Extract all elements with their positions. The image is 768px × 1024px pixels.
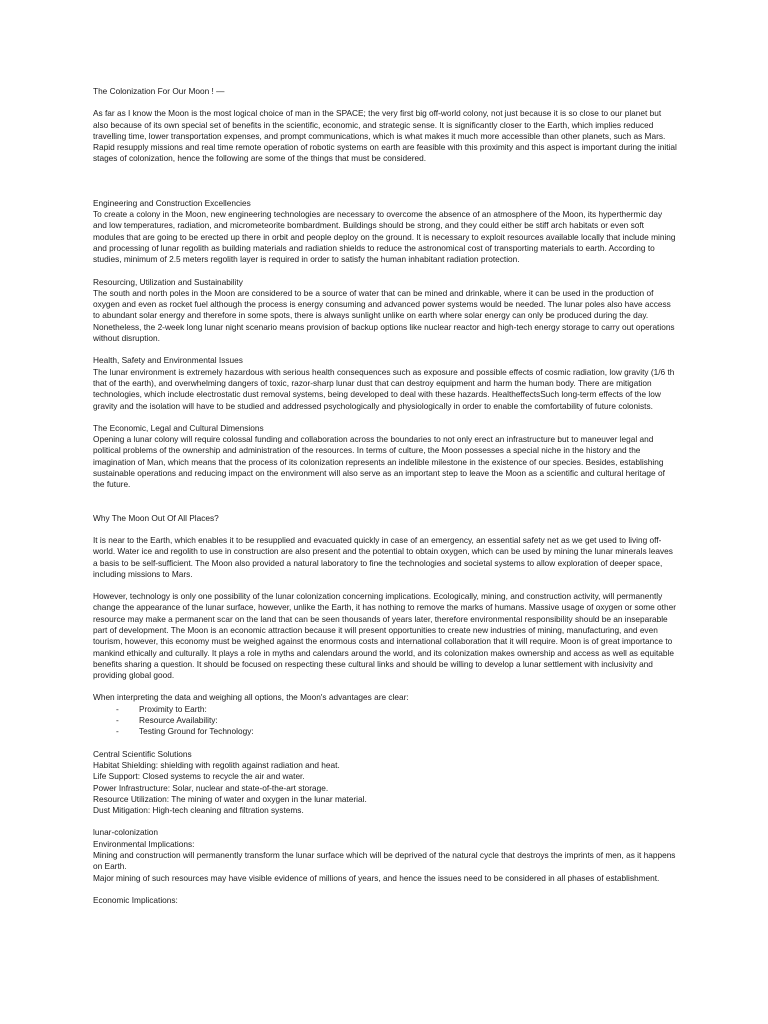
why-paragraph: However, technology is only one possibility of the lunar colonization concerning implications. Ecologically, mining, and construction activity, will permanently change the appearance of the lunar surface, however, unlike the Earth, it has nothing to remove the marks of humans. Massive usage of oxygen or some other resource may make a permanent scar on the land that can be seen thousands of years later, therefore environmental responsibility should be an inseparable part of development. The Moon is an economic attraction because it will present opportunities to create new industries of mining, manufacturing, and even tourism, however, this economy must be weighed against the enormous costs and international collaboration that it will require. Moon is of great importance to mankind ethically and culturally. It plays a role in myths and calendars around the world, and its colonization makes ownership and access as well as equitable benefits sharing a question. It should be focused on respecting these cultural links and should be willing to develop a lunar settlement with inclusivity and providing global good. xyxy=(93,591,676,681)
section-economic xyxy=(93,423,677,491)
section-health xyxy=(93,355,677,411)
bullet-dash: - xyxy=(116,703,119,714)
interpret-intro: When interpreting the data and weighing all options, the Moon's advantages are clear: xyxy=(93,692,409,703)
bullet-dash: - xyxy=(116,726,119,737)
solutions-heading: Central Scientific Solutions xyxy=(93,748,192,759)
bullet-dash: - xyxy=(116,715,119,726)
section-body: The south and north poles in the Moon are considered to be a source of water that can be mined and drinkable, where it can be used in the production of oxygen and even as rocket fuel although the process is energy consuming and advanced power systems would be needed. The lunar poles also have access to abundant solar energy and therefore in some spots, there is always sunlight unlike on earth where solar energy can only be produced during the day. Nonetheless, the 2-week long lunar night scenario means provision of backup options like nuclear reactor and high-tech energy storage to carry out operations without disruption. xyxy=(93,287,675,344)
section-heading: The Economic, Legal and Cultural Dimensions xyxy=(93,422,264,433)
env-heading: Environmental Implications: xyxy=(93,838,195,849)
section-body: The lunar environment is extremely hazardous with serious health consequences such as exposure and possible effects of cosmic radiation, low gravity (1/6 th that of the earth), and overwhelming dangers of toxic, razor-sharp lunar dust that can destroy equipment and harm the human body. There are mitigation technologies, which include electrostatic dust removal systems, being developed to deal with these hazards. HealtheffectsSuch long-term effects of the low gravity and the isolation will have to be studied and addressed psychologically and physiologically in order to enable the comfortability of future colonists. xyxy=(93,366,675,411)
list-item xyxy=(93,715,677,726)
tag-line: lunar-colonization xyxy=(93,827,159,838)
implications-block xyxy=(93,827,677,883)
why-heading: Why The Moon Out Of All Places? xyxy=(93,512,219,523)
spacer xyxy=(93,176,677,198)
section-resourcing xyxy=(93,277,677,345)
advantages-list xyxy=(93,704,677,738)
section-body: To create a colony in the Moon, new engineering technologies are necessary to overcome the absence of an atmosphere of the Moon, its hyperthermic day and low temperatures, radiation, and micrometeorite bombardment. Buildings should be strong, and they could either be stiff arch habitats or even soft modules that are going to be erected up there in orbit and people deploy on the ground. It is necessary to exploit resources available locally that include mining and processing of lunar regolith as building materials and radiation shields to reduce the astronomical cost of transporting materials to earth. According to studies, minimum of 2.5 meters regolith layer is required in order to satisfy the human inhabitant radiation protection. xyxy=(93,209,676,265)
section-heading: Resourcing, Utilization and Sustainability xyxy=(93,276,243,287)
why-paragraph: It is near to the Earth, which enables it to be resupplied and evacuated quickly in case of an emergency, an essential safety net as we get used to living off-world. Water ice and regolith to use in construction are also present and the potential to obtain oxygen, which can be used by mining the lunar minerals leaves a basis to be self-sufficient. The Moon also provided a natural laboratory to fine the technologies and societal systems to allow exploration of deeper space, including missions to Mars. xyxy=(93,534,673,579)
document-title: The Colonization For Our Moon ! — xyxy=(93,86,225,96)
solution-line: Resource Utilization: The mining of water and oxygen in the lunar material. xyxy=(93,793,367,804)
list-item-text: Testing Ground for Technology: xyxy=(139,726,254,737)
section-engineering xyxy=(93,198,677,266)
document-body xyxy=(93,86,677,906)
list-item xyxy=(93,704,677,715)
section-body: Opening a lunar colony will require colossal funding and collaboration across the boundaries to not only erect an infrastructure but to maneuver legal and political problems of the ownership and administration of the resources. In terms of culture, the Moon possesses a special niche in the history and the imagination of Man, which means that the process of its colonization represents an indelible milestone in the existence of our species. Besides, establishing sustainable operations and reducing impact on the environment will also serve as an important step to leave the Moon as a scientific and cultural heritage of the future. xyxy=(93,434,665,490)
list-item-text: Proximity to Earth: xyxy=(139,703,207,714)
solution-line: Power Infrastructure: Solar, nuclear and state-of-the-art storage. xyxy=(93,782,329,793)
solution-line: Habitat Shielding: shielding with regolith against radiation and heat. xyxy=(93,759,340,770)
spacer xyxy=(93,502,677,513)
section-heading: Health, Safety and Environmental Issues xyxy=(93,355,243,366)
env-line: Mining and construction will permanently transform the lunar surface which will be deprived of the natural cycle that destroys the imprints of men, as it happens on Earth. xyxy=(93,850,676,872)
solution-line: Life Support: Closed systems to recycle the air and water. xyxy=(93,771,305,782)
list-item-text: Resource Availability: xyxy=(139,715,218,726)
intro-paragraph: As far as I know the Moon is the most logical choice of man in the SPACE; the very first big off-world colony, not just because it is so close to our planet but also because of its own special set of benefits in the scientific, economic, and strategic sense. It is significantly closer to the Earth, which implies reduced travelling time, lower transportation expenses, and prompt communications, which is what makes it much more accessible than other planets, such as Mars. Rapid resupply missions and real time remote operation of robotic systems on earth are feasible with this proximity and this aspect is important during the initial stages of colonization, hence the following are some of the things that must be considered. xyxy=(93,108,677,164)
solutions-block xyxy=(93,749,677,817)
solution-line: Dust Mitigation: High-tech cleaning and filtration systems. xyxy=(93,805,304,816)
env-line: Major mining of such resources may have visible evidence of millions of years, and hence the issues need to be considered in all phases of establishment. xyxy=(93,872,660,883)
econ-heading: Economic Implications: xyxy=(93,894,178,905)
section-heading: Engineering and Construction Excellencies xyxy=(93,197,251,208)
list-item xyxy=(93,726,677,737)
